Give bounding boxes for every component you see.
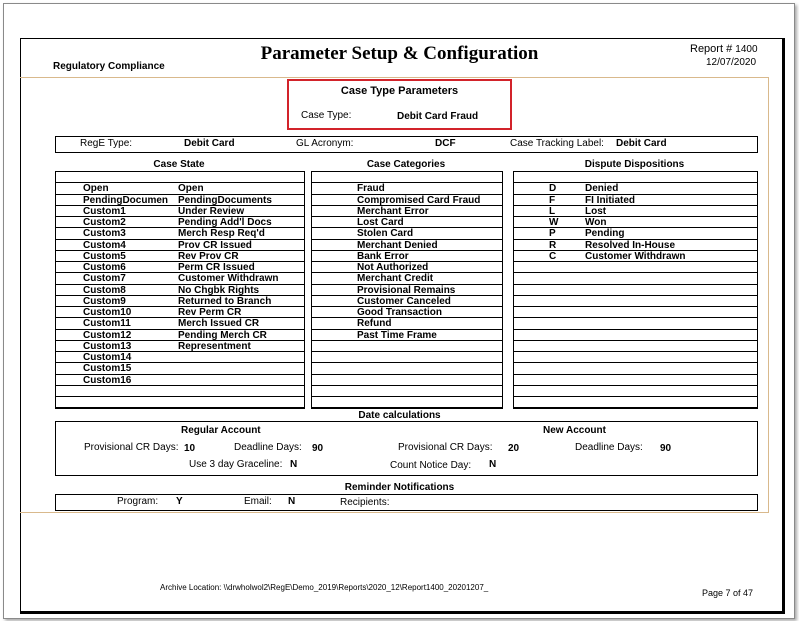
case-state-name: Prov CR Issued — [178, 239, 252, 251]
table-row — [514, 375, 757, 386]
case-state-name: Merch Issued CR — [178, 318, 260, 330]
table-row — [312, 273, 502, 284]
table-row — [56, 273, 304, 284]
table-row — [514, 296, 757, 307]
table-row — [312, 228, 502, 239]
table-row — [514, 285, 757, 296]
table-row — [514, 330, 757, 341]
table-row — [56, 307, 304, 318]
case-category-name: Stolen Card — [357, 228, 414, 240]
table-row — [56, 363, 304, 374]
table-row — [312, 363, 502, 374]
program-value: Y — [176, 496, 183, 507]
case-category-name: Merchant Error — [357, 205, 429, 217]
disposition-name: Lost — [585, 205, 607, 217]
rege-type-label: RegE Type: — [80, 138, 133, 149]
case-state-name: Customer Withdrawn — [178, 273, 279, 285]
case-type-value: Debit Card Fraud — [397, 111, 479, 122]
case-state-code: Custom16 — [83, 374, 132, 386]
case-state-code: Custom11 — [83, 318, 131, 330]
case-state-code: Custom15 — [83, 363, 132, 375]
new-prov-cr-label: Provisional CR Days: — [398, 442, 493, 453]
disposition-code: W — [549, 217, 559, 228]
disposition-name: FI Initiated — [585, 194, 635, 206]
table-row — [312, 341, 502, 352]
case-category-name: Not Authorized — [357, 262, 429, 273]
table-row — [514, 217, 757, 228]
table-row — [56, 206, 304, 217]
table-row — [56, 262, 304, 273]
table-row — [514, 318, 757, 329]
case-state-name: Rev Perm CR — [178, 307, 242, 318]
case-category-name: Fraud — [357, 183, 385, 195]
regular-deadline-label: Deadline Days: — [234, 442, 302, 453]
gl-acronym-value: DCF — [435, 138, 456, 149]
count-notice-label: Count Notice Day: — [390, 460, 472, 471]
graceline-label: Use 3 day Graceline: — [189, 459, 283, 470]
case-state-code: Custom7 — [83, 273, 126, 285]
table-row — [514, 397, 757, 408]
table-row — [514, 172, 757, 183]
table-row — [514, 341, 757, 352]
table-row — [312, 183, 502, 194]
dispute-dispositions-heading: Dispute Dispositions — [584, 159, 685, 170]
disposition-code: R — [549, 239, 557, 251]
case-state-name: Perm CR Issued — [178, 262, 255, 273]
case-state-name: Rev Prov CR — [178, 250, 239, 262]
table-row — [514, 206, 757, 217]
graceline-value: N — [290, 459, 298, 470]
email-label: Email: — [244, 496, 272, 507]
case-category-name: Provisional Remains — [357, 284, 456, 296]
table-row — [56, 330, 304, 341]
case-category-name: Past Time Frame — [357, 329, 437, 341]
table-row — [514, 307, 757, 318]
table-row — [312, 262, 502, 273]
rege-type-value: Debit Card — [184, 138, 235, 149]
case-state-heading: Case State — [153, 159, 205, 170]
disposition-name: Resolved In-House — [585, 239, 676, 251]
table-row — [514, 240, 757, 251]
table-row — [56, 217, 304, 228]
case-categories-table — [311, 171, 503, 409]
table-row — [56, 375, 304, 386]
gl-acronym-label: GL Acronym: — [296, 138, 354, 149]
table-row — [312, 352, 502, 363]
case-state-name: Under Review — [178, 205, 245, 217]
disposition-code: L — [549, 205, 556, 217]
table-row — [56, 341, 304, 352]
case-categories-heading: Case Categories — [366, 159, 446, 170]
case-state-name: Pending Add'l Docs — [178, 217, 272, 228]
regular-account-heading: Regular Account — [181, 425, 261, 436]
disposition-name: Denied — [585, 183, 619, 195]
table-row — [312, 375, 502, 386]
program-label: Program: — [117, 496, 159, 507]
case-type-heading: Case Type Parameters — [340, 85, 459, 97]
case-state-name: No Chgbk Rights — [178, 284, 260, 296]
case-state-code: Custom2 — [83, 217, 126, 228]
case-category-name: Bank Error — [357, 250, 409, 262]
count-notice-value: N — [489, 459, 497, 470]
case-state-name: Returned to Branch — [178, 295, 272, 307]
disposition-name: Pending — [585, 228, 625, 240]
new-prov-cr-value: 20 — [508, 443, 520, 454]
case-state-code: Custom14 — [83, 352, 132, 363]
case-tracking-value: Debit Card — [616, 138, 667, 149]
table-row — [514, 195, 757, 206]
case-category-name: Good Transaction — [357, 307, 443, 318]
case-state-code: Open — [83, 183, 109, 195]
disposition-code: C — [549, 250, 557, 262]
case-state-name: Merch Resp Req'd — [178, 228, 265, 240]
table-row — [312, 285, 502, 296]
case-state-code: Custom13 — [83, 340, 132, 352]
case-type-label: Case Type: — [301, 110, 352, 121]
table-row — [56, 172, 304, 183]
table-row — [56, 318, 304, 329]
date-calculations-heading: Date calculations — [358, 410, 441, 421]
table-row — [514, 363, 757, 374]
date-calculations-box — [55, 421, 758, 476]
email-value: N — [288, 496, 296, 507]
recipients-label: Recipients: — [340, 497, 390, 508]
disposition-code: F — [549, 194, 556, 206]
regular-prov-cr-label: Provisional CR Days: — [84, 442, 179, 453]
disposition-name: Won — [585, 217, 607, 228]
case-tracking-label: Case Tracking Label: — [510, 138, 604, 149]
table-row — [312, 397, 502, 408]
new-account-heading: New Account — [543, 425, 606, 436]
table-row — [514, 273, 757, 284]
disposition-code: D — [549, 183, 557, 195]
case-category-name: Lost Card — [357, 217, 404, 228]
reminder-notifications-box — [55, 494, 758, 511]
case-state-code: Custom9 — [83, 295, 126, 307]
case-state-name: Representment — [178, 340, 251, 352]
report-number-prefix: Report # — [690, 43, 733, 55]
info-bar — [55, 136, 758, 153]
page-number: Page 7 of 47 — [702, 588, 754, 598]
report-subtitle: Regulatory Compliance — [53, 61, 165, 72]
disposition-code: P — [549, 228, 556, 240]
table-row — [312, 318, 502, 329]
table-row — [56, 183, 304, 194]
archive-location: Archive Location: \\drwholwol2\RegE\Demo_2019\Reports\2020_12\Report1400_20201207_ — [160, 583, 489, 592]
new-deadline-label: Deadline Days: — [575, 442, 643, 453]
case-category-name: Compromised Card Fraud — [357, 194, 481, 206]
table-row — [514, 251, 757, 262]
case-category-name: Customer Canceled — [357, 295, 451, 307]
case-state-code: Custom1 — [83, 205, 126, 217]
table-row — [514, 262, 757, 273]
table-row — [514, 183, 757, 194]
table-row — [312, 172, 502, 183]
table-row — [56, 397, 304, 408]
report-date: 12/07/2020 — [706, 57, 757, 68]
case-state-code: PendingDocumen — [83, 194, 169, 206]
table-row — [312, 195, 502, 206]
case-state-code: Custom6 — [83, 262, 126, 273]
table-row — [56, 240, 304, 251]
table-row — [312, 307, 502, 318]
table-row — [514, 386, 757, 397]
case-category-name: Refund — [357, 318, 392, 330]
table-row — [312, 217, 502, 228]
table-row — [312, 206, 502, 217]
regular-prov-cr-value: 10 — [184, 443, 196, 454]
table-row — [56, 228, 304, 239]
page-title: Parameter Setup & Configuration — [260, 43, 539, 64]
case-state-code: Custom5 — [83, 250, 126, 262]
report-number-label — [690, 43, 758, 55]
case-state-code: Custom4 — [83, 239, 126, 251]
dispute-dispositions-table — [513, 171, 758, 409]
case-state-name: Open — [178, 183, 204, 195]
report-number: 1400 — [735, 44, 758, 55]
regular-deadline-value: 90 — [312, 443, 324, 454]
table-row — [56, 285, 304, 296]
table-row — [312, 251, 502, 262]
new-deadline-value: 90 — [660, 443, 672, 454]
table-row — [312, 386, 502, 397]
table-row — [56, 195, 304, 206]
disposition-name: Customer Withdrawn — [585, 250, 686, 262]
case-state-table — [55, 171, 305, 409]
table-row — [56, 296, 304, 307]
table-row — [514, 228, 757, 239]
reminder-notifications-heading: Reminder Notifications — [344, 482, 455, 493]
case-state-name: Pending Merch CR — [178, 329, 267, 341]
case-state-code: Custom12 — [83, 329, 132, 341]
table-row — [56, 352, 304, 363]
table-row — [312, 296, 502, 307]
case-state-name: PendingDocuments — [178, 194, 272, 206]
case-state-code: Custom8 — [83, 284, 126, 296]
table-row — [312, 240, 502, 251]
table-row — [56, 386, 304, 397]
case-category-name: Merchant Denied — [357, 239, 438, 251]
table-row — [312, 330, 502, 341]
case-state-code: Custom3 — [83, 228, 126, 240]
case-state-code: Custom10 — [83, 307, 132, 318]
case-category-name: Merchant Credit — [357, 273, 434, 285]
table-row — [514, 352, 757, 363]
table-row — [56, 251, 304, 262]
